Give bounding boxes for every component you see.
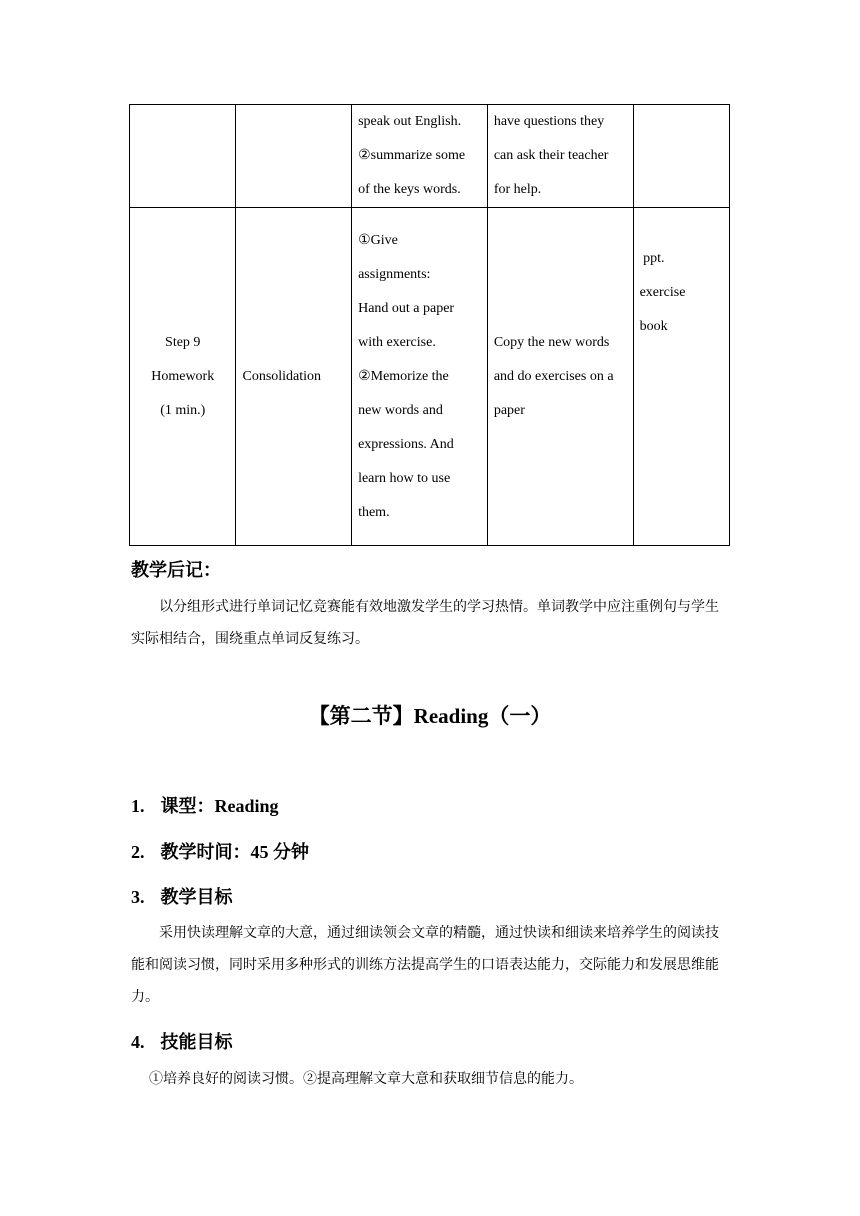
- afterword-heading: 教学后记：: [131, 560, 221, 581]
- stage-cell: Consolidation: [236, 208, 352, 546]
- student-activity-cell: have questions they can ask their teacher for help.: [487, 105, 633, 208]
- item-course-type: 1. 课型：Reading: [131, 796, 279, 816]
- stage-cell: [236, 105, 352, 208]
- item-teaching-goals: 3. 教学目标: [131, 887, 233, 907]
- step-cell: [130, 105, 236, 208]
- student-activity-cell: Copy the new words and do exercises on a paper: [487, 208, 633, 546]
- section-title: 【第二节】Reading（一）: [308, 704, 552, 728]
- table-row: [130, 105, 730, 208]
- step-cell: Step 9 Homework (1 min.): [130, 208, 236, 546]
- goals-text: 采用快读理解文章的大意，通过细读领会文章的精髓，通过快读和细读来培养学生的阅读技能和阅读习惯，同时采用多种形式的训练方法提高学生的口语表达能力，交际能力和发展思维能力。: [131, 926, 719, 1005]
- table-row: [130, 208, 730, 546]
- item-skill-goals: 4. 技能目标: [131, 1032, 233, 1052]
- teaching-aids-cell: [633, 105, 729, 208]
- skills-text: ①培养良好的阅读习惯。②提高理解文章大意和获取细节信息的能力。: [149, 1072, 583, 1087]
- teacher-activity-cell: speak out English. ②summarize some of the keys words.: [352, 105, 488, 208]
- lesson-plan-table: [129, 104, 730, 546]
- afterword-text: 以分组形式进行单词记忆竞赛能有效地激发学生的学习热情。单词教学中应注重例句与学生实际相结合，围绕重点单词反复练习。: [131, 600, 719, 647]
- teaching-aids-cell: ppt. exercise book: [633, 208, 729, 546]
- teacher-activity-cell: ①Give assignments: Hand out a paper with exercise. ②Memorize the new words and expressions. And learn how to use them.: [352, 208, 488, 546]
- item-teaching-time: 2. 教学时间：45 分钟: [131, 842, 309, 862]
